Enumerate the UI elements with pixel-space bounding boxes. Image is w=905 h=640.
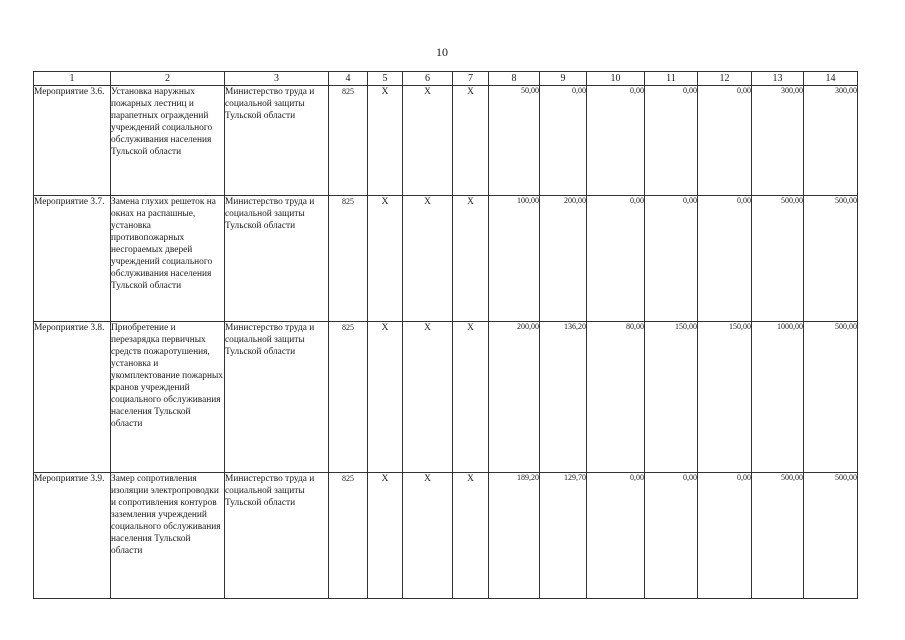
budget-code: 825 xyxy=(329,473,368,599)
table-row xyxy=(34,86,858,196)
value-cell: 0,00 xyxy=(645,86,698,196)
cell-x: X xyxy=(453,196,489,322)
column-header-9: 9 xyxy=(540,72,587,86)
value-cell: 80,00 xyxy=(587,322,645,473)
value-cell: 0,00 xyxy=(587,473,645,599)
value-cell: 0,00 xyxy=(587,86,645,196)
value-cell: 500,00 xyxy=(752,196,804,322)
table-row xyxy=(34,322,858,473)
budget-code: 825 xyxy=(329,196,368,322)
column-header-11: 11 xyxy=(645,72,698,86)
column-header-8: 8 xyxy=(489,72,540,86)
column-header-4: 4 xyxy=(329,72,368,86)
column-header-13: 13 xyxy=(752,72,804,86)
activity-name: Мероприятие 3.7. xyxy=(34,196,111,322)
value-cell: 500,00 xyxy=(804,196,858,322)
responsible-ministry: Министерство труда и социальной защиты Тульской области xyxy=(225,196,329,322)
value-cell: 0,00 xyxy=(698,196,752,322)
activity-name: Мероприятие 3.9. xyxy=(34,473,111,599)
value-cell: 150,00 xyxy=(698,322,752,473)
activity-description: Замена глухих решеток на окнах на распашные, установка противопожарных несгораемых дверей учреждений социального обслуживания населения Тульской области xyxy=(111,196,225,322)
cell-x: X xyxy=(368,473,403,599)
header-row xyxy=(34,72,858,86)
value-cell: 200,00 xyxy=(540,196,587,322)
budget-code: 825 xyxy=(329,322,368,473)
column-header-5: 5 xyxy=(368,72,403,86)
column-header-7: 7 xyxy=(453,72,489,86)
value-cell: 0,00 xyxy=(698,86,752,196)
cell-x: X xyxy=(453,322,489,473)
value-cell: 50,00 xyxy=(489,86,540,196)
value-cell: 100,00 xyxy=(489,196,540,322)
value-cell: 1000,00 xyxy=(752,322,804,473)
activity-description: Замер сопротивления изоляции электропроводки и сопротивления контуров заземления учреждений социального обслуживания населения Тульской области xyxy=(111,473,225,599)
cell-x: X xyxy=(368,196,403,322)
activity-description: Приобретение и перезарядка первичных средств пожаротушения, установка и укомплектование пожарных кранов учреждений социального обслуживания населения Тульской области xyxy=(111,322,225,473)
value-cell: 136,20 xyxy=(540,322,587,473)
cell-x: X xyxy=(403,473,453,599)
cell-x: X xyxy=(368,86,403,196)
column-header-2: 2 xyxy=(111,72,225,86)
table-row xyxy=(34,473,858,599)
column-header-3: 3 xyxy=(225,72,329,86)
responsible-ministry: Министерство труда и социальной защиты Тульской области xyxy=(225,473,329,599)
cell-x: X xyxy=(368,322,403,473)
value-cell: 129,70 xyxy=(540,473,587,599)
value-cell: 0,00 xyxy=(587,196,645,322)
activity-name: Мероприятие 3.8. xyxy=(34,322,111,473)
value-cell: 500,00 xyxy=(804,473,858,599)
cell-x: X xyxy=(403,86,453,196)
value-cell: 0,00 xyxy=(540,86,587,196)
column-header-10: 10 xyxy=(587,72,645,86)
column-header-6: 6 xyxy=(403,72,453,86)
activity-name: Мероприятие 3.6. xyxy=(34,86,111,196)
value-cell: 200,00 xyxy=(489,322,540,473)
cell-x: X xyxy=(403,196,453,322)
cell-x: X xyxy=(403,322,453,473)
page-number: 10 xyxy=(436,45,448,59)
value-cell: 0,00 xyxy=(645,473,698,599)
table-row xyxy=(34,196,858,322)
value-cell: 189,20 xyxy=(489,473,540,599)
cell-x: X xyxy=(453,473,489,599)
value-cell: 150,00 xyxy=(645,322,698,473)
responsible-ministry: Министерство труда и социальной защиты Тульской области xyxy=(225,86,329,196)
activities-table xyxy=(33,71,858,599)
activity-description: Установка наружных пожарных лестниц и парапетных ограждений учреждений социального обслуживания населения Тульской области xyxy=(111,86,225,196)
value-cell: 500,00 xyxy=(752,473,804,599)
column-header-12: 12 xyxy=(698,72,752,86)
cell-x: X xyxy=(453,86,489,196)
column-header-14: 14 xyxy=(804,72,858,86)
value-cell: 500,00 xyxy=(804,322,858,473)
value-cell: 0,00 xyxy=(698,473,752,599)
value-cell: 300,00 xyxy=(752,86,804,196)
value-cell: 300,00 xyxy=(804,86,858,196)
responsible-ministry: Министерство труда и социальной защиты Тульской области xyxy=(225,322,329,473)
column-header-1: 1 xyxy=(34,72,111,86)
budget-code: 825 xyxy=(329,86,368,196)
value-cell: 0,00 xyxy=(645,196,698,322)
